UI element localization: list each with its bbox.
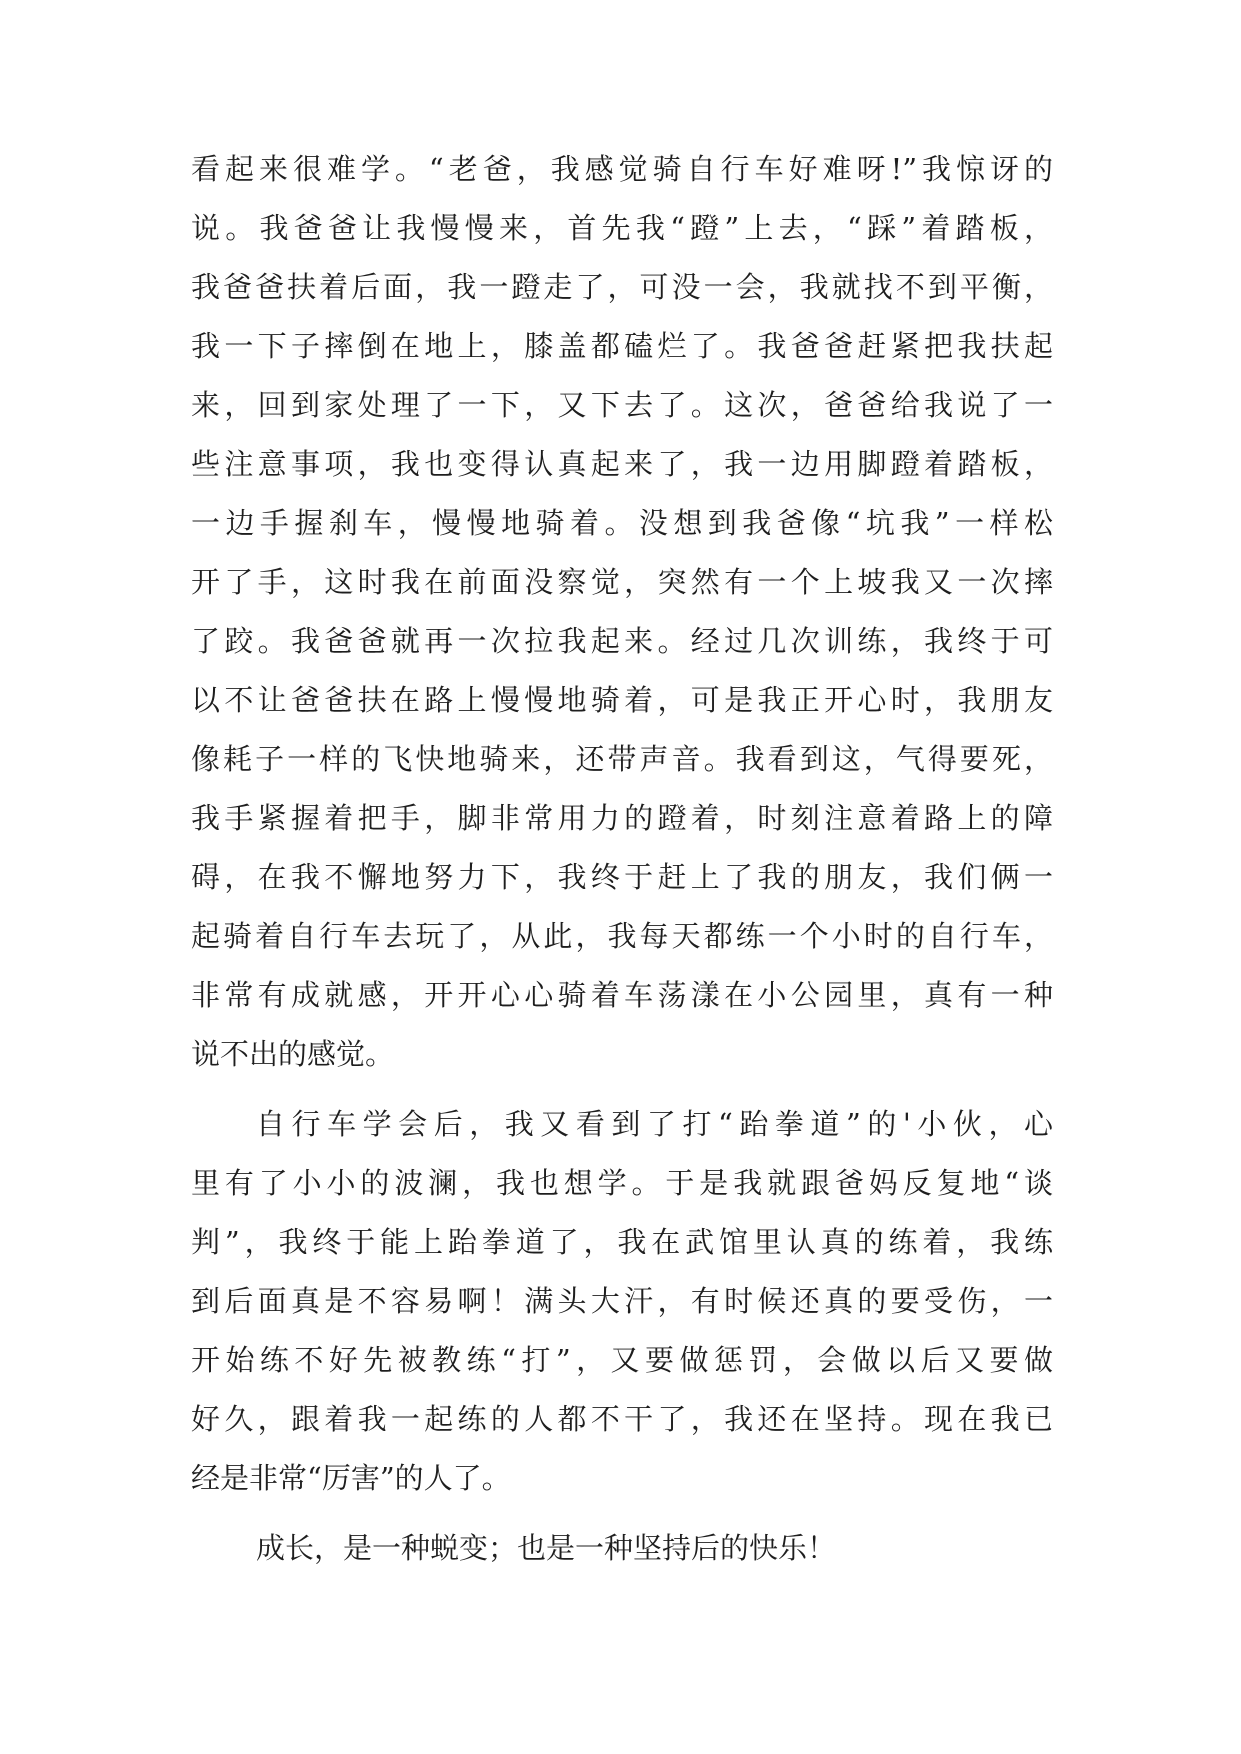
text-line: 到后面真是不容易啊！满头大汗，有时候还真的要受伤，一 [191,1284,1053,1318]
text-line: 看起来很难学。“老爸，我感觉骑自行车好难呀!”我惊讶的 [191,152,1053,186]
paragraph-bicycle [191,140,1053,1084]
text-line: 说。我爸爸让我慢慢来，首先我“蹬”上去，“踩”着踏板， [191,211,1053,245]
text-line: 经是非常“厉害”的人了。 [191,1461,511,1495]
text-line: 来，回到家处理了一下，又下去了。这次，爸爸给我说了一 [191,388,1053,422]
text-line: 起骑着自行车去玩了，从此，我每天都练一个小时的自行车， [191,919,1053,953]
text-line: 自行车学会后，我又看到了打“跆拳道”的'小伙，心 [256,1107,1053,1141]
paragraph-taekwondo [191,1095,1053,1508]
text-line: 非常有成就感，开开心心骑着车荡漾在小公园里，真有一种 [191,978,1053,1012]
text-line: 我手紧握着把手，脚非常用力的蹬着，时刻注意着路上的障 [191,801,1053,835]
text-line: 成长，是一种蜕变；也是一种坚持后的快乐！ [256,1531,837,1565]
text-line: 里有了小小的波澜，我也想学。于是我就跟爸妈反复地“谈 [191,1166,1053,1200]
text-line: 好久，跟着我一起练的人都不干了，我还在坚持。现在我已 [191,1402,1053,1436]
text-line: 碍，在我不懈地努力下，我终于赶上了我的朋友，我们俩一 [191,860,1053,894]
text-line: 说不出的感觉。 [191,1037,395,1071]
text-line: 像耗子一样的飞快地骑来，还带声音。我看到这，气得要死， [191,742,1053,776]
text-line: 我一下子摔倒在地上，膝盖都磕烂了。我爸爸赶紧把我扶起 [191,329,1053,363]
text-line: 判”，我终于能上跆拳道了，我在武馆里认真的练着，我练 [191,1225,1053,1259]
text-line: 了跤。我爸爸就再一次拉我起来。经过几次训练，我终于可 [191,624,1053,658]
text-line: 开了手，这时我在前面没察觉，突然有一个上坡我又一次摔 [191,565,1053,599]
text-line: 开始练不好先被教练“打”，又要做惩罚，会做以后又要做 [191,1343,1053,1377]
paragraph-conclusion [191,1519,1053,1578]
text-line: 些注意事项，我也变得认真起来了，我一边用脚蹬着踏板， [191,447,1053,481]
text-line: 一边手握刹车，慢慢地骑着。没想到我爸像“坑我”一样松 [191,506,1053,540]
text-line: 以不让爸爸扶在路上慢慢地骑着，可是我正开心时，我朋友 [191,683,1053,717]
text-line: 我爸爸扶着后面，我一蹬走了，可没一会，我就找不到平衡， [191,270,1053,304]
document-page [191,140,1053,1589]
